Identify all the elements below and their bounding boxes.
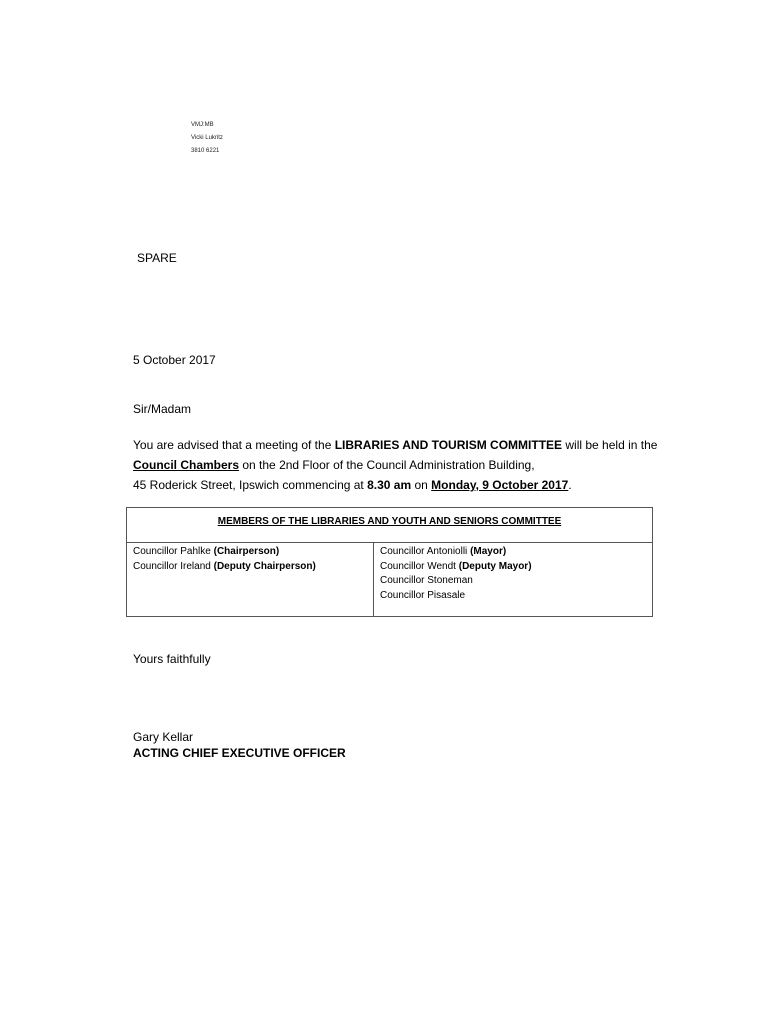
members-table bbox=[126, 507, 653, 617]
member-name: Councillor Wendt bbox=[380, 560, 459, 572]
member-row bbox=[380, 574, 532, 589]
notice-line-1 bbox=[133, 435, 657, 455]
venue: Council Chambers bbox=[133, 458, 240, 472]
reference-initials: VMJ:MB bbox=[191, 122, 214, 128]
signer-name: Gary Kellar bbox=[133, 730, 194, 744]
notice-prefix: You are advised that a meeting of the bbox=[133, 438, 335, 452]
committee-name: LIBRARIES AND TOURISM COMMITTEE bbox=[334, 438, 563, 452]
member-name: Councillor Stoneman bbox=[380, 575, 473, 586]
member-role: (Deputy Chairperson) bbox=[213, 560, 316, 572]
member-name: Councillor Ireland bbox=[133, 560, 214, 572]
venue-suffix: on the 2nd Floor of the Council Administration Building, bbox=[239, 458, 535, 472]
reference-contact-name: Vicki Lukritz bbox=[191, 135, 223, 141]
member-role: (Mayor) bbox=[470, 546, 507, 557]
members-right-column bbox=[380, 545, 532, 603]
salutation: Sir/Madam bbox=[133, 402, 192, 416]
address-prefix: 45 Roderick Street, Ipswich commencing at bbox=[133, 478, 368, 492]
member-row bbox=[133, 545, 316, 560]
on-word: on bbox=[411, 478, 432, 492]
signer-title: ACTING CHIEF EXECUTIVE OFFICER bbox=[133, 746, 346, 760]
reference-phone: 3810 6221 bbox=[191, 148, 220, 154]
members-table-column-divider bbox=[373, 542, 374, 616]
members-left-column bbox=[133, 545, 316, 574]
member-row bbox=[380, 545, 532, 560]
members-table-title: MEMBERS OF THE LIBRARIES AND YOUTH AND SENIORS COMMITTEE bbox=[217, 516, 562, 527]
closing: Yours faithfully bbox=[133, 652, 211, 666]
meeting-date: Monday, 9 October 2017 bbox=[431, 478, 569, 492]
member-row bbox=[133, 560, 316, 575]
notice-line-3 bbox=[133, 475, 657, 495]
member-row bbox=[380, 560, 532, 575]
member-name: Councillor Pisasale bbox=[380, 589, 466, 601]
meeting-notice-paragraph bbox=[133, 435, 657, 495]
end-punct: . bbox=[568, 478, 572, 492]
member-row bbox=[380, 589, 532, 604]
letter-date: 5 October 2017 bbox=[133, 353, 216, 367]
member-role: (Deputy Mayor) bbox=[458, 560, 532, 572]
members-table-divider bbox=[127, 542, 652, 543]
member-name: Councillor Antoniolli bbox=[380, 546, 471, 557]
notice-line-2 bbox=[133, 455, 657, 475]
spare-label: SPARE bbox=[137, 251, 177, 265]
member-role: (Chairperson) bbox=[213, 546, 280, 557]
member-name: Councillor Pahlke bbox=[133, 546, 214, 557]
notice-suffix: will be held in the bbox=[562, 438, 658, 452]
meeting-time: 8.30 am bbox=[367, 478, 412, 492]
